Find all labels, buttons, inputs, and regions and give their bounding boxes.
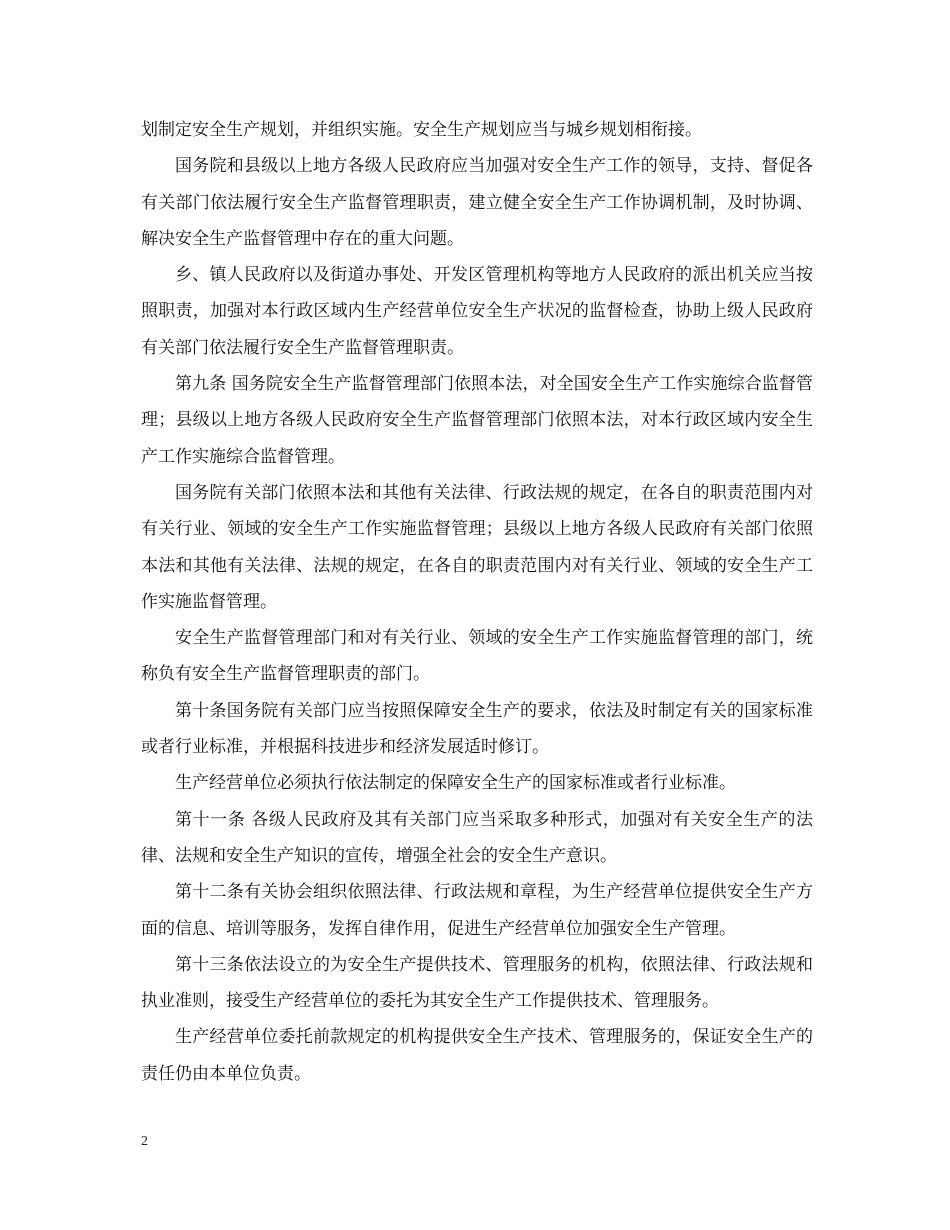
paragraph: 国务院有关部门依照本法和其他有关法律、行政法规的规定，在各自的职责范围内对有关行业、领域的安全生产工作实施监督管理；县级以上地方各级人民政府有关部门依照本法和其他有关法律、法规的规定，在各自的职责范围内对有关行业、领域的安全生产工作实施监督管理。 — [141, 482, 813, 612]
paragraph-article-11: 第十一条 各级人民政府及其有关部门应当采取多种形式，加强对有关安全生产的法律、法规和安全生产知识的宣传，增强全社会的安全生产意识。 — [141, 809, 813, 866]
page-number: 2 — [141, 1134, 148, 1149]
paragraph-article-12: 第十二条有关协会组织依照法律、行政法规和章程，为生产经营单位提供安全生产方面的信息、培训等服务，发挥自律作用，促进生产经营单位加强安全生产管理。 — [141, 882, 813, 939]
paragraph-article-9: 第九条 国务院安全生产监督管理部门依照本法，对全国安全生产工作实施综合监督管理；县级以上地方各级人民政府安全生产监督管理部门依照本法，对本行政区域内安全生产工作实施综合监督管理。 — [141, 374, 813, 467]
paragraph: 生产经营单位必须执行依法制定的保障安全生产的国家标准或者行业标准。 — [175, 773, 736, 794]
paragraph-continued: 划制定安全生产规划，并组织实施。安全生产规划应当与城乡规划相衔接。 — [141, 120, 702, 140]
paragraph: 生产经营单位委托前款规定的机构提供安全生产技术、管理服务的，保证安全生产的责任仍由本单位负责。 — [141, 1027, 813, 1084]
document-body — [141, 112, 813, 1092]
paragraph: 安全生产监督管理部门和对有关行业、领域的安全生产工作实施监督管理的部门，统称负有安全生产监督管理职责的部门。 — [141, 628, 813, 685]
paragraph: 国务院和县级以上地方各级人民政府应当加强对安全生产工作的领导，支持、督促各有关部门依法履行安全生产监督管理职责，建立健全安全生产工作协调机制，及时协调、解决安全生产监督管理中存在的重大问题。 — [141, 156, 813, 249]
paragraph-article-13: 第十三条依法设立的为安全生产提供技术、管理服务的机构，依照法律、行政法规和执业准则，接受生产经营单位的委托为其安全生产工作提供技术、管理服务。 — [141, 954, 813, 1012]
paragraph: 乡、镇人民政府以及街道办事处、开发区管理机构等地方人民政府的派出机关应当按照职责，加强对本行政区域内生产经营单位安全生产状况的监督检查，协助上级人民政府有关部门依法履行安全生产监督管理职责。 — [141, 265, 813, 358]
paragraph-article-10: 第十条国务院有关部门应当按照保障安全生产的要求，依法及时制定有关的国家标准或者行业标准，并根据科技进步和经济发展适时修订。 — [141, 700, 813, 758]
